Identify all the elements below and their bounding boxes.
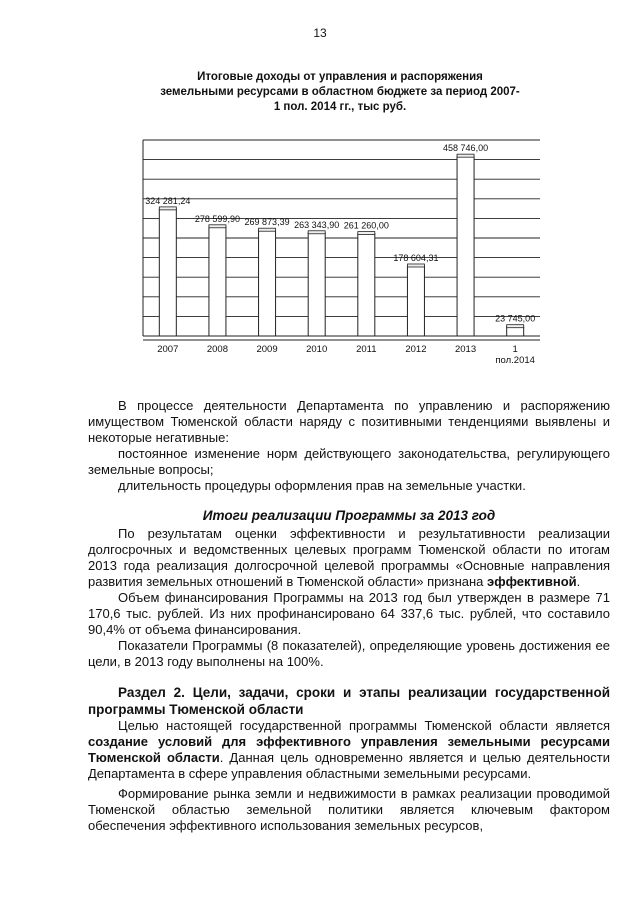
x-tick-label: 2011 bbox=[356, 344, 377, 355]
bar bbox=[308, 233, 325, 336]
paragraph-7-text: Целью настоящей государственной программы Тюменской области является bbox=[118, 718, 610, 733]
paragraph-8: Формирование рынка земли и недвижимости в рамках реализации проводимой Тюменской областью земельной политики является ключевым фактором обеспечения эффективного использования земельных ресурсов, bbox=[88, 786, 610, 833]
data-label: 23 745,00 bbox=[495, 313, 536, 324]
bar-chart bbox=[0, 0, 640, 380]
paragraph-4-text: По результатам оценки эффективности и результативности реализации долгосрочных и ведомственных целевых программ Тюменской области по итогам 2013 года реализация долгосрочной целевой программы «Основные направления развития земельных отношений в Тюменской области» признана bbox=[88, 526, 610, 589]
data-label: 263 343,90 bbox=[294, 219, 340, 230]
bar bbox=[259, 230, 276, 336]
data-label: 458 746,00 bbox=[443, 143, 489, 154]
x-tick-label: 2009 bbox=[256, 344, 278, 355]
x-tick-label: 2007 bbox=[157, 344, 179, 355]
bar bbox=[358, 234, 375, 336]
section-2-heading: Раздел 2. Цели, задачи, сроки и этапы реализации государственной программы Тюменской области bbox=[88, 685, 610, 717]
x-tick-label: 2010 bbox=[306, 344, 328, 355]
paragraph-4-end: . bbox=[576, 574, 581, 589]
bar-cap bbox=[358, 232, 375, 235]
chart-title: Итоговые доходы от управления и распоряжения земельными ресурсами в областном бюджете за период 2007- 1 пол. 2014 гг., тыс руб. bbox=[160, 71, 520, 113]
x-tick-label: 2012 bbox=[405, 344, 427, 355]
paragraph-7-bold: создание условий для эффективного управления земельными ресурсами Тюменской области bbox=[88, 734, 610, 765]
bar-cap bbox=[507, 325, 524, 328]
page-number: 13 bbox=[313, 26, 327, 40]
bar bbox=[159, 209, 176, 336]
bar bbox=[457, 156, 474, 336]
bar-cap bbox=[209, 225, 226, 228]
chart-bars bbox=[159, 154, 523, 336]
bar-cap bbox=[457, 154, 474, 157]
paragraph-4 bbox=[88, 526, 610, 590]
bar-cap bbox=[259, 228, 276, 231]
paragraph-6: Показатели Программы (8 показателей), определяющие уровень достижения ее цели, в 2013 году выполнены на 100%. bbox=[88, 638, 610, 669]
paragraph-7 bbox=[88, 718, 610, 782]
chart-frame bbox=[143, 140, 540, 340]
x-tick-label: 1 bbox=[512, 344, 518, 355]
paragraph-5: Объем финансирования Программы на 2013 год был утвержден в размере 71 170,6 тыс. рублей. Из них профинансировано 64 337,6 тыс. рублей, что составило 90,4% от объема финансирования. bbox=[88, 590, 610, 637]
heading-program-results: Итоги реализации Программы за 2013 год bbox=[202, 508, 496, 523]
paragraph-4-bold: эффективной bbox=[487, 574, 577, 589]
x-tick-label: пол.2014 bbox=[495, 355, 535, 366]
bar-cap bbox=[407, 264, 424, 267]
data-label: 278 599,90 bbox=[194, 213, 240, 224]
data-label: 261 260,00 bbox=[343, 220, 389, 231]
bar-cap bbox=[159, 207, 176, 210]
paragraph-7-end: . Данная цель одновременно является и целью деятельности Департамента в сфере управления областными земельными ресурсами. bbox=[88, 750, 611, 781]
bar bbox=[407, 266, 424, 336]
paragraph-2: постоянное изменение норм действующего законодательства, регулирующего земельные вопросы; bbox=[88, 446, 610, 477]
bar bbox=[209, 227, 226, 336]
body-text bbox=[88, 398, 610, 834]
data-label: 178 604,31 bbox=[393, 252, 439, 263]
bar-cap bbox=[308, 231, 325, 234]
data-label: 269 873,39 bbox=[244, 217, 290, 228]
x-tick-label: 2008 bbox=[206, 344, 229, 355]
data-label: 324 281,24 bbox=[145, 195, 191, 206]
paragraph-3: длительность процедуры оформления прав на земельные участки. bbox=[118, 478, 526, 493]
chart-x-axis-labels bbox=[157, 344, 535, 366]
x-tick-label: 2013 bbox=[454, 344, 477, 355]
paragraph-1: В процессе деятельности Департамента по управлению и распоряжению имуществом Тюменской области наряду с позитивными тенденциями выявлены и некоторые негативные: bbox=[88, 398, 610, 445]
